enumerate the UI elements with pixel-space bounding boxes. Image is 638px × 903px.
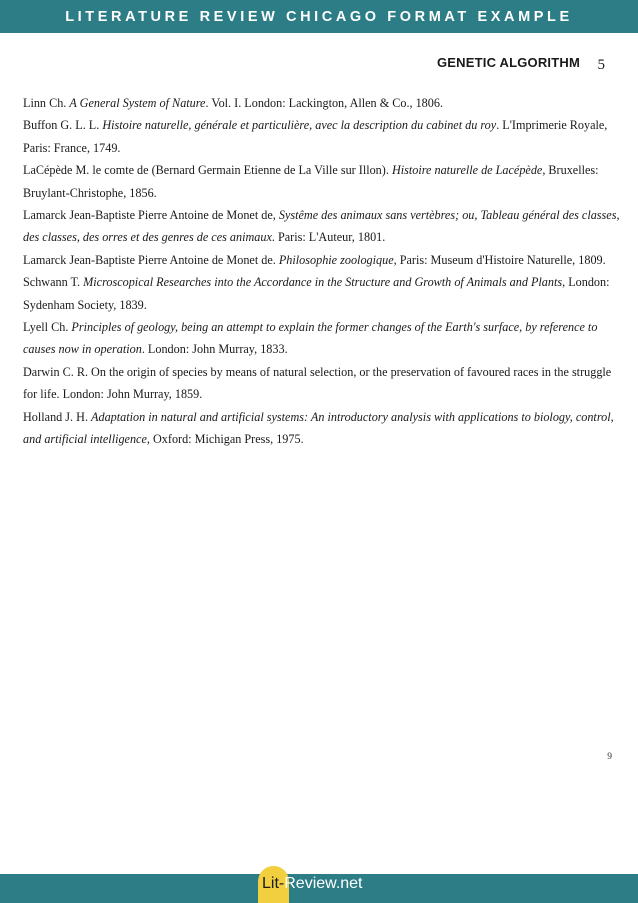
reference-entry [23,114,623,159]
top-banner [0,0,638,33]
reference-entry [23,316,623,361]
reference-entry [23,271,623,316]
reference-title: Adaptation in natural and artificial systems: An introductory analysis with applications to biology, control, and artificial intelligence [23,409,614,447]
reference-text: Holland J. H. [23,409,92,424]
reference-title: Microscopical Researches into the Accordance in the Structure and Growth of Animals and Plants [83,275,563,290]
reference-text: Schwann T. [23,275,84,290]
reference-title: Systême des animaux sans vertèbres; ou, Tableau général des classes, des classes, des orres et des genres de ces animaux [23,208,620,245]
reference-title: Histoire naturelle de Lacépède [391,163,543,178]
reference-text: , Bruxelles: Bruylant-Christophe, 1856. [23,163,599,200]
reference-text: LaCépède M. le comte de (Bernard Germain Etienne de La Ville sur Illon). [23,163,392,178]
reference-title: A General System of Nature [69,96,206,110]
site-logo[interactable] [258,866,383,903]
reference-text: , Oxford: Michigan Press, 1975. [146,432,304,447]
running-head: GENETIC ALGORITHM [436,55,580,70]
header-page-number: 5 [597,57,605,73]
reference-text: Darwin C. R. On the origin of species by means of natural selection, or the preservation of favoured races in the struggle for life. London: John Murray, 1859. [23,364,612,402]
reference-list [23,92,623,451]
reference-text: Lamarck Jean-Baptiste Pierre Antoine de Monet de, [23,208,279,223]
reference-entry [23,204,623,249]
reference-title: Histoire naturelle, générale et particulière, avec la description du cabinet du roy [102,118,497,133]
reference-entry [23,361,623,406]
reference-text: Buffon G. L. L. [23,118,103,133]
reference-text: Linn Ch. [23,96,70,110]
logo-dash: - [278,875,285,892]
logo-text [262,875,363,893]
reference-text: . Vol. I. London: Lackington, Allen & Co., 1806. [205,96,444,110]
reference-title: Principles of geology, being an attempt to explain the former changes of the Earth's surface, by reference to causes now in operation [23,320,598,357]
reference-text: , London: Sydenham Society, 1839. [23,275,610,312]
reference-entry [23,406,623,451]
logo-part-lit: Lit [262,875,279,892]
logo-part-domain: Review.net [284,875,363,892]
reference-text: Lamarck Jean-Baptiste Pierre Antoine de Monet de. [23,252,279,267]
reference-entry [23,92,623,114]
reference-text: . L'Imprimerie Royale, Paris: France, 1749. [23,118,608,155]
footer-page-number: 9 [607,752,612,762]
reference-entry [23,249,623,271]
reference-text: Lyell Ch. [23,320,72,335]
reference-title: Philosophie zoologique [278,252,394,267]
reference-entry [23,159,623,204]
reference-text: . London: John Murray, 1833. [141,342,288,357]
reference-text: . Paris: L'Auteur, 1801. [271,230,386,245]
banner-title: LITERATURE REVIEW CHICAGO FORMAT EXAMPLE [65,8,573,25]
reference-text: , Paris: Museum d'Histoire Naturelle, 1809. [393,252,606,267]
